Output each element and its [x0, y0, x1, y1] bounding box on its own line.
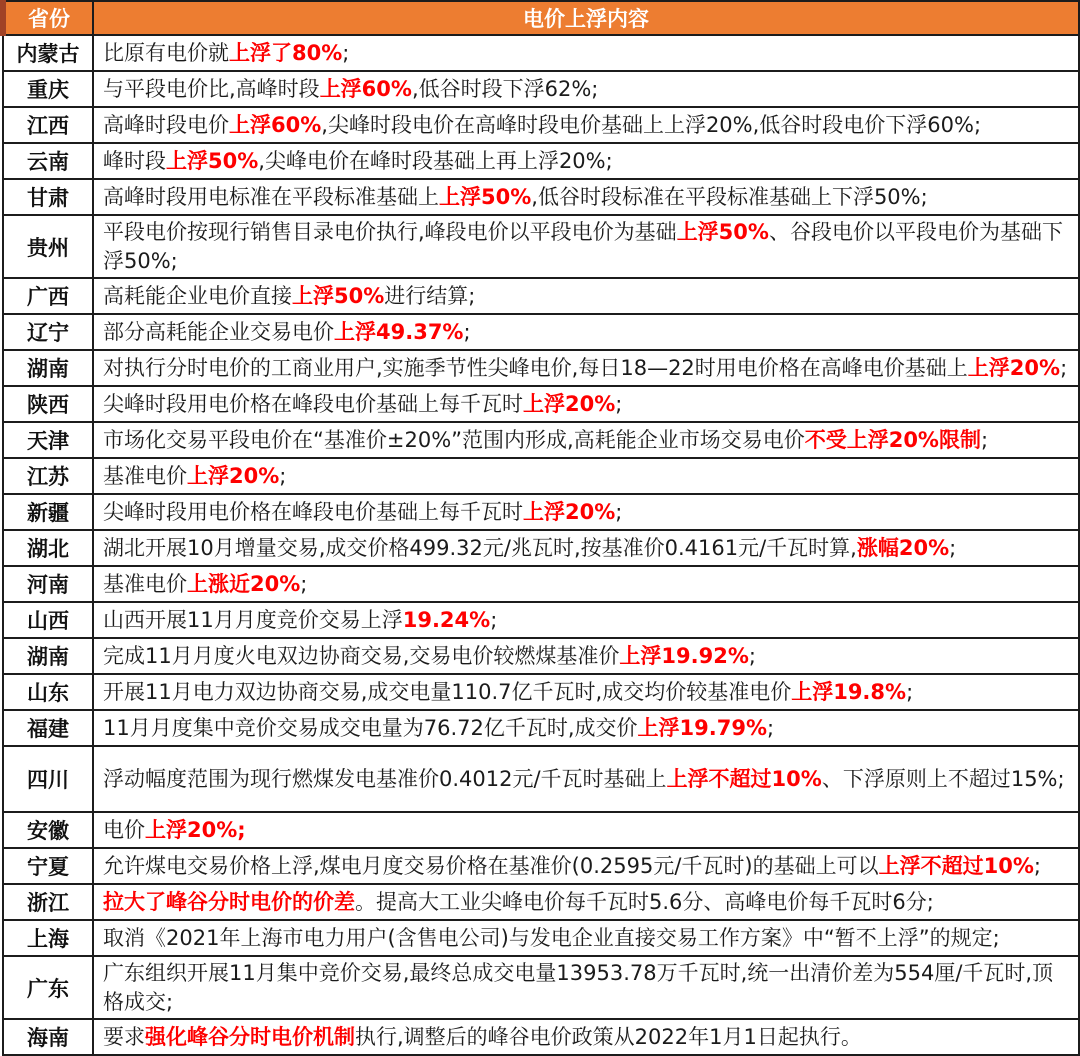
plain-text: 比原有电价就: [103, 40, 229, 65]
plain-text: 市场化交易平段电价在“基准价±20%”范围内形成,高耗能企业市场交易电价: [103, 427, 805, 452]
content-cell: [93, 746, 1079, 812]
plain-text: ;: [1033, 853, 1041, 878]
table-row: [3, 884, 1079, 920]
content-cell: [93, 812, 1079, 848]
province-cell: 福建: [3, 710, 93, 746]
highlighted-text: 上浮20%: [187, 463, 280, 488]
content-cell: [93, 884, 1079, 920]
plain-text: ,尖峰电价在峰时段基础上再上浮20%;: [258, 148, 613, 173]
plain-text: 11月月度集中竞价交易成交电量为76.72亿千瓦时,成交价: [103, 715, 638, 740]
province-cell: 山东: [3, 674, 93, 710]
plain-text: 山西开展11月月度竞价交易上浮: [103, 607, 403, 632]
plain-text: 完成11月月度火电双边协商交易,交易电价较燃煤基准价: [103, 643, 620, 668]
table-row: [3, 674, 1079, 710]
highlighted-text: 强化峰谷分时电价机制: [145, 1024, 355, 1049]
table-row: [3, 848, 1079, 884]
highlighted-text: 19.24%: [402, 607, 491, 632]
highlighted-text: 上浮20%: [523, 391, 616, 416]
province-cell: 宁夏: [3, 848, 93, 884]
highlighted-text: 上浮50%: [166, 148, 259, 173]
plain-text: 取消《2021年上海市电力用户(含售电公司)与发电企业直接交易工作方案》中“暂不上浮”的规定;: [103, 925, 1000, 950]
plain-text: 与平段电价比,高峰时段: [103, 76, 320, 101]
content-cell: [93, 566, 1079, 602]
table-row: [3, 458, 1079, 494]
plain-text: 部分高耗能企业交易电价: [103, 319, 334, 344]
content-cell: [93, 278, 1079, 314]
content-cell: [93, 458, 1079, 494]
province-cell: 浙江: [3, 884, 93, 920]
plain-text: ;: [1060, 355, 1068, 380]
province-cell: 海南: [3, 1019, 93, 1055]
table-row: [3, 602, 1079, 638]
province-cell: 甘肃: [3, 179, 93, 215]
plain-text: ;: [980, 427, 989, 452]
content-cell: [93, 638, 1079, 674]
table-row: [3, 1019, 1079, 1055]
table-row: [3, 920, 1079, 956]
content-cell: [93, 179, 1079, 215]
content-cell: [93, 386, 1079, 422]
plain-text: ;: [463, 319, 471, 344]
table-row: [3, 278, 1079, 314]
table-body: [3, 35, 1079, 1055]
plain-text: ;: [615, 391, 623, 416]
plain-text: 峰时段: [103, 148, 166, 173]
content-cell: [93, 920, 1079, 956]
plain-text: 尖峰时段用电价格在峰段电价基础上每千瓦时: [103, 499, 523, 524]
content-cell: [93, 530, 1079, 566]
plain-text: ;: [279, 463, 287, 488]
highlighted-text: 上浮不超过10%: [878, 853, 1034, 878]
highlighted-text: 上浮60%: [229, 112, 322, 137]
plain-text: 基准电价: [103, 571, 187, 596]
table-row: [3, 71, 1079, 107]
plain-text: ;: [949, 535, 957, 560]
plain-text: 、下浮原则上不超过15%;: [821, 766, 1065, 791]
plain-text: ;: [342, 40, 350, 65]
province-cell: 河南: [3, 566, 93, 602]
highlighted-text: 上浮19.92%: [619, 643, 749, 668]
content-cell: [93, 143, 1079, 179]
plain-text: ,低谷时段下浮62%;: [411, 76, 599, 101]
highlighted-text: 上浮50%: [676, 220, 769, 244]
plain-text: 对执行分时电价的工商业用户,实施季节性尖峰电价,每日18—22时用电价格在高峰电价基础上: [103, 355, 968, 380]
plain-text: 平段电价按现行销售目录电价执行,峰段电价以平段电价为基础: [103, 220, 677, 244]
highlighted-text: 上浮49.37%: [334, 319, 464, 344]
plain-text: 广东组织开展11月集中竞价交易,最终总成交电量13953.78万千瓦时,统一出清价差为554厘/千瓦时,顶格成交;: [103, 961, 1054, 1014]
province-cell: 内蒙古: [3, 35, 93, 71]
table-row: [3, 143, 1079, 179]
plain-text: 电价: [103, 817, 145, 842]
province-cell: 重庆: [3, 71, 93, 107]
table-row: [3, 350, 1079, 386]
table-row: [3, 35, 1079, 71]
province-cell: 湖南: [3, 350, 93, 386]
province-cell: 山西: [3, 602, 93, 638]
highlighted-text: 上浮50%: [439, 184, 532, 209]
content-cell: [93, 215, 1079, 278]
content-cell: [93, 494, 1079, 530]
plain-text: 基准电价: [103, 463, 187, 488]
content-cell: [93, 848, 1079, 884]
province-cell: 贵州: [3, 215, 93, 278]
table-row: [3, 638, 1079, 674]
plain-text: 湖北开展10月增量交易,成交价格499.32元/兆瓦时,按基准价0.4161元/千瓦时算,: [103, 535, 857, 560]
plain-text: ;: [300, 571, 308, 596]
highlighted-text: 上浮20%: [523, 499, 616, 524]
plain-text: 允许煤电交易价格上浮,煤电月度交易价格在基准价(0.2595元/千瓦时)的基础上可以: [103, 853, 879, 878]
plain-text: 、谷段电价以平段电价为基础下浮50%;: [103, 220, 1063, 273]
table-row: [3, 812, 1079, 848]
table-row: [3, 530, 1079, 566]
content-cell: [93, 314, 1079, 350]
highlighted-text: 上浮了80%: [229, 40, 343, 65]
content-cell: [93, 422, 1079, 458]
province-cell: 安徽: [3, 812, 93, 848]
plain-text: 。提高大工业尖峰电价每千瓦时5.6分、高峰电价每千瓦时6分;: [355, 889, 934, 914]
highlighted-text: 上浮60%: [319, 76, 412, 101]
plain-text: ;: [766, 715, 775, 740]
table-row: [3, 314, 1079, 350]
content-cell: [93, 602, 1079, 638]
province-cell: 四川: [3, 746, 93, 812]
table-header: [3, 1, 1079, 35]
table-row: [3, 179, 1079, 215]
plain-text: 高峰时段用电标准在平段标准基础上: [103, 184, 439, 209]
highlighted-text: 上浮19.79%: [637, 715, 767, 740]
province-cell: 上海: [3, 920, 93, 956]
highlighted-text: 上浮19.8%: [791, 679, 907, 704]
table-row: [3, 386, 1079, 422]
table-row: [3, 494, 1079, 530]
plain-text: 要求: [103, 1024, 145, 1049]
content-cell: [93, 35, 1079, 71]
header-row: [3, 1, 1079, 35]
highlighted-text: 不受上浮20%限制: [804, 427, 981, 452]
province-cell: 湖南: [3, 638, 93, 674]
plain-text: ,尖峰时段电价在高峰时段电价基础上上浮20%,低谷时段电价下浮60%;: [321, 112, 982, 137]
province-cell: 广东: [3, 956, 93, 1019]
plain-text: 开展11月电力双边协商交易,成交电量110.7亿千瓦时,成交均价较基准电价: [103, 679, 792, 704]
province-cell: 新疆: [3, 494, 93, 530]
province-cell: 广西: [3, 278, 93, 314]
table-row: [3, 746, 1079, 812]
header-content: 电价上浮内容: [93, 1, 1079, 35]
highlighted-text: 上浮50%: [292, 283, 385, 308]
highlighted-text: 上浮不超过10%: [666, 766, 822, 791]
plain-text: ,低谷时段标准在平段标准基础上下浮50%;: [531, 184, 928, 209]
table-row: [3, 422, 1079, 458]
province-cell: 江西: [3, 107, 93, 143]
plain-text: 执行,调整后的峰谷电价政策从2022年1月1日起执行。: [355, 1024, 862, 1049]
highlighted-text: 拉大了峰谷分时电价的价差: [103, 889, 355, 914]
table-row: [3, 710, 1079, 746]
highlighted-text: 涨幅20%: [856, 535, 950, 560]
plain-text: 高耗能企业电价直接: [103, 283, 292, 308]
table-row: [3, 956, 1079, 1019]
plain-text: 尖峰时段用电价格在峰段电价基础上每千瓦时: [103, 391, 523, 416]
plain-text: ;: [906, 679, 914, 704]
content-cell: [93, 350, 1079, 386]
province-cell: 陕西: [3, 386, 93, 422]
province-cell: 天津: [3, 422, 93, 458]
plain-text: 高峰时段电价: [103, 112, 229, 137]
content-cell: [93, 107, 1079, 143]
highlighted-text: 上涨近20%: [187, 571, 301, 596]
table-row: [3, 566, 1079, 602]
highlighted-text: 上浮20%: [967, 355, 1061, 380]
table-row: [3, 107, 1079, 143]
content-cell: [93, 710, 1079, 746]
plain-text: ;: [748, 643, 756, 668]
province-cell: 湖北: [3, 530, 93, 566]
header-province: 省份: [3, 1, 93, 35]
content-cell: [93, 674, 1079, 710]
content-cell: [93, 956, 1079, 1019]
province-cell: 辽宁: [3, 314, 93, 350]
highlighted-text: 上浮20%;: [145, 817, 246, 842]
content-cell: [93, 1019, 1079, 1055]
plain-text: ;: [615, 499, 623, 524]
table-row: [3, 215, 1079, 278]
plain-text: 进行结算;: [384, 283, 476, 308]
content-cell: [93, 71, 1079, 107]
province-cell: 江苏: [3, 458, 93, 494]
plain-text: ;: [490, 607, 498, 632]
plain-text: 浮动幅度范围为现行燃煤发电基准价0.4012元/千瓦时基础上: [103, 766, 667, 791]
province-cell: 云南: [3, 143, 93, 179]
